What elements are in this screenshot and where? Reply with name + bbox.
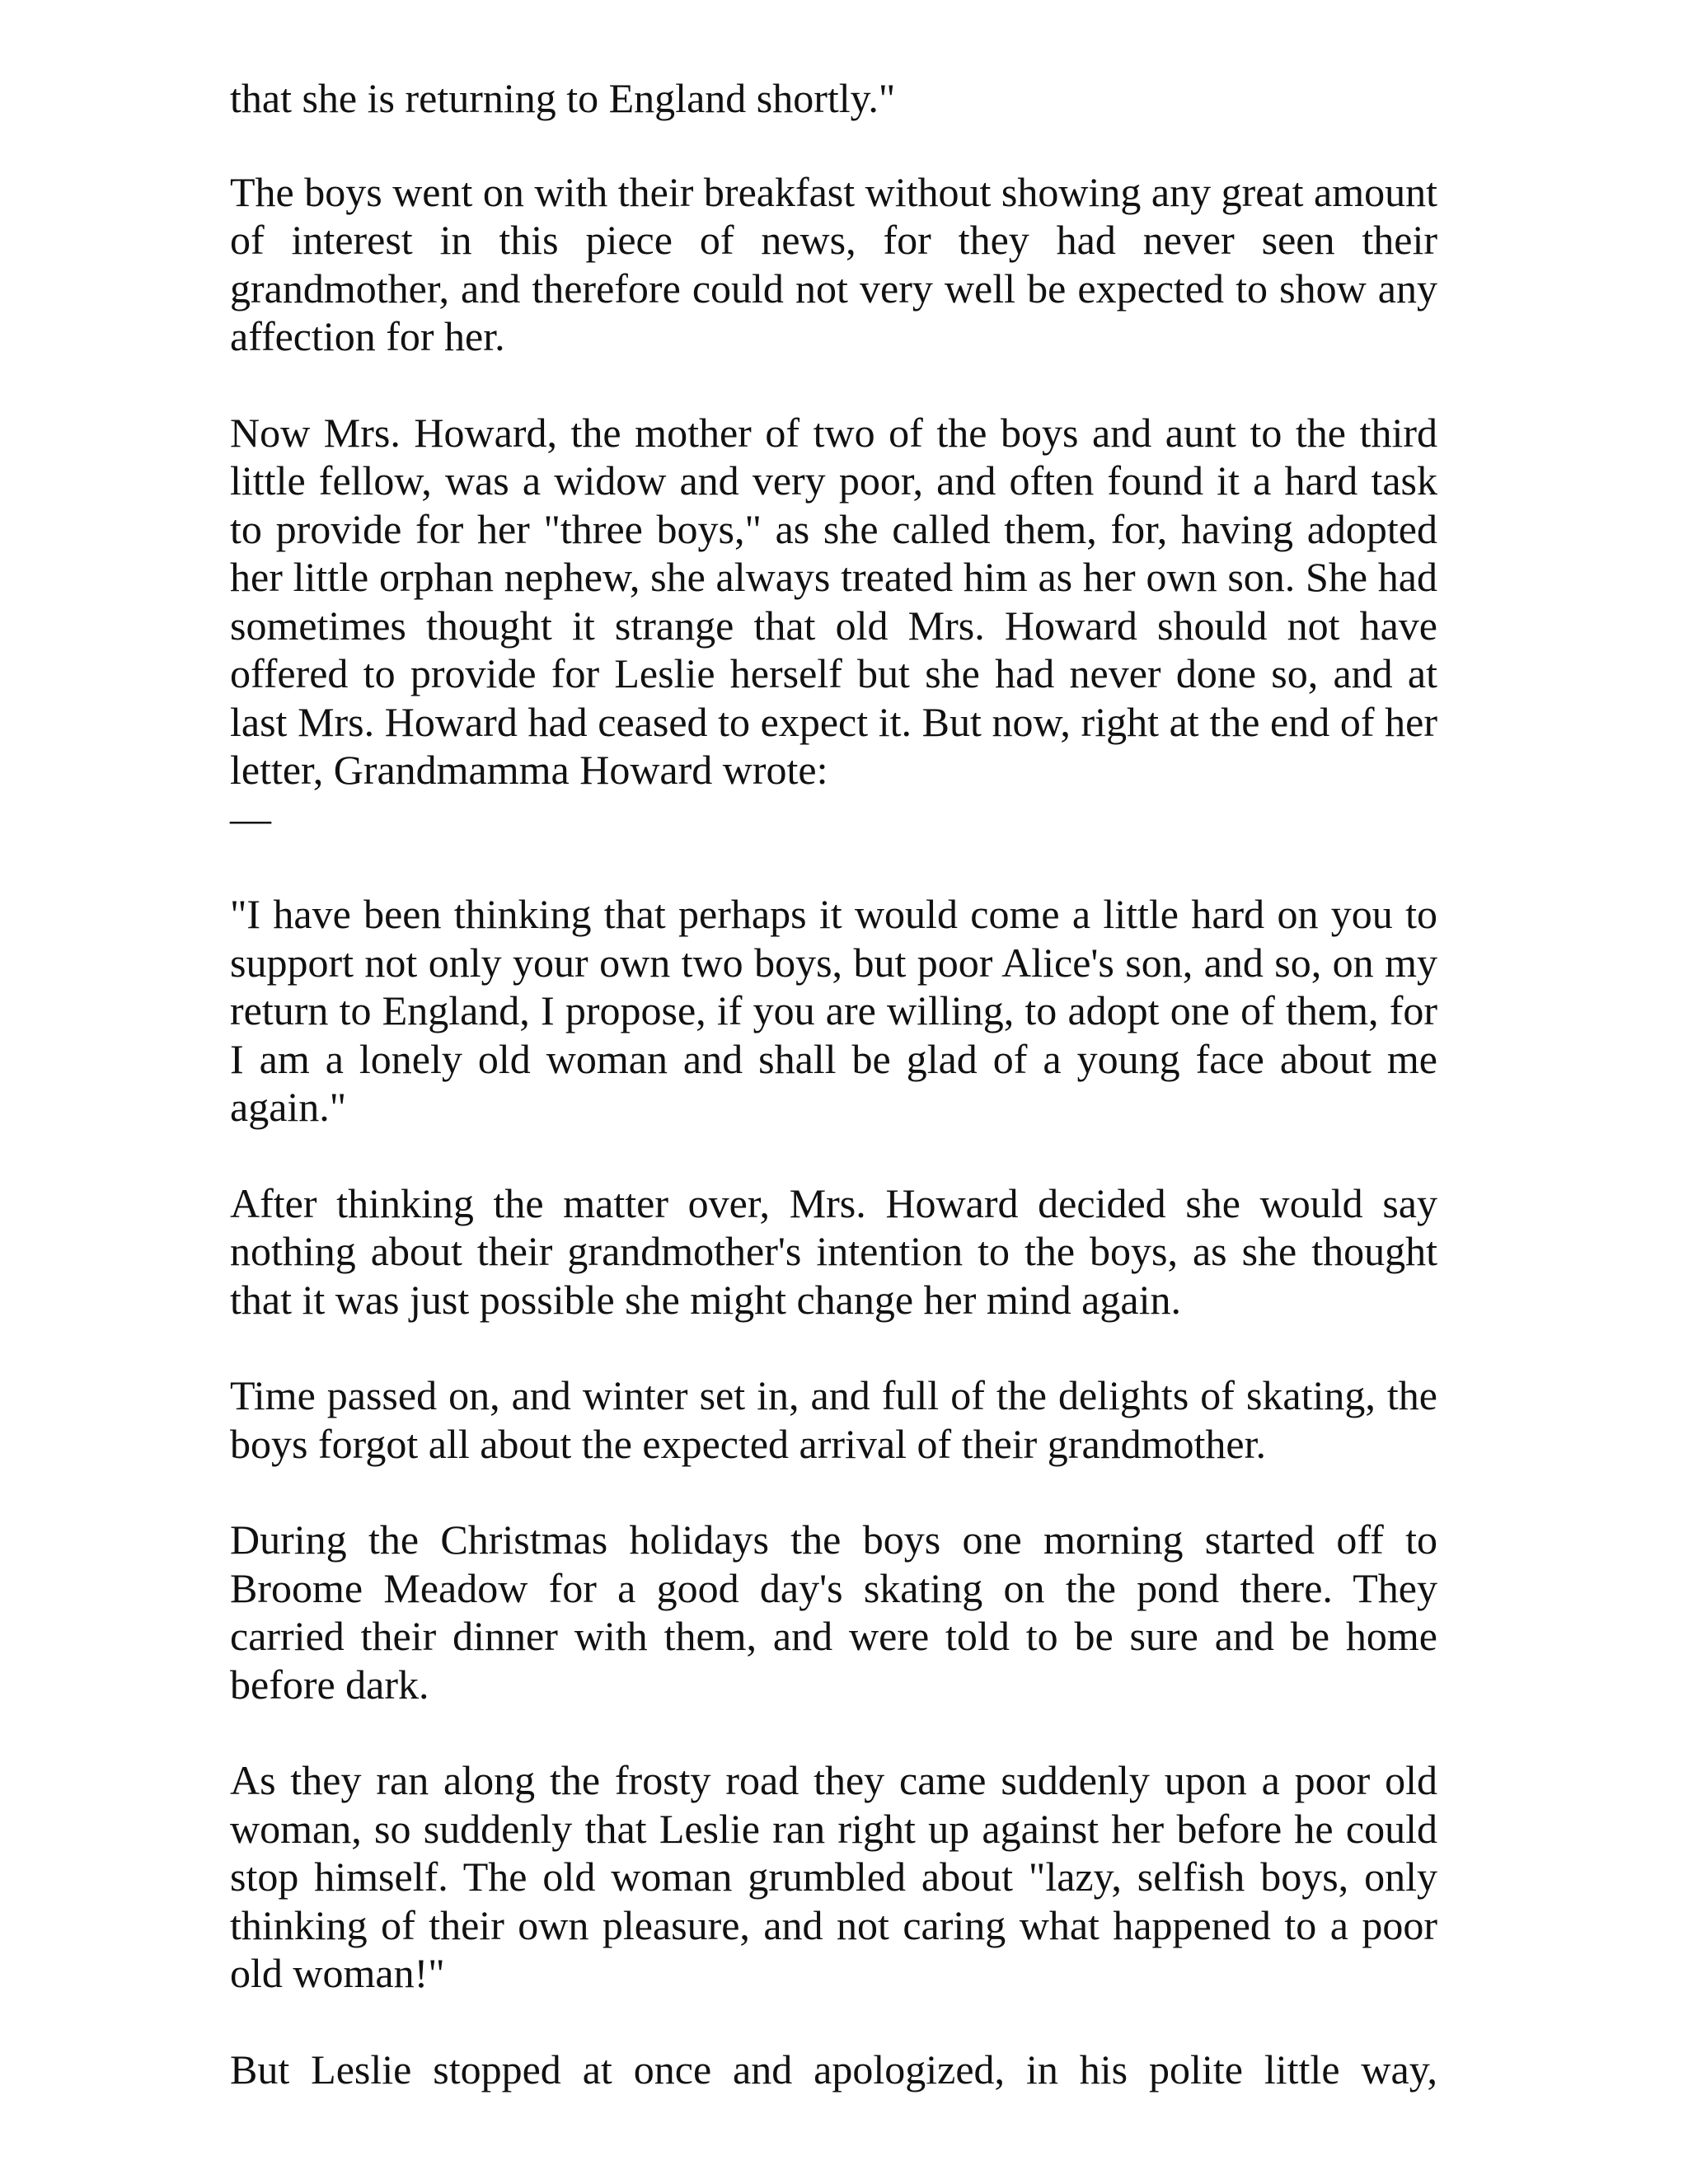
- paragraph-5: After thinking the matter over, Mrs. Howard decided she would say nothing about their grandmother's intention to the boys, as she thought that it was just possible she might change her mind again.: [230, 1179, 1437, 1323]
- paragraph-3-text: Now Mrs. Howard, the mother of two of the boys and aunt to the third little fellow, was a widow and very poor, and often found it a hard task to provide for her "three boys," as she called them, for, having adopted her little orphan nephew, she always treated him as her own son. She had sometimes thought it strange that old Mrs. Howard should not have offered to provide for Leslie herself but she had never done so, and at last Mrs. Howard had ceased to expect it. But now, right at the end of her letter, Grandmamma Howard wrote:: [230, 409, 1437, 793]
- paragraph-7: During the Christmas holidays the boys one morning started off to Broome Meadow for a good day's skating on the pond there. They carried their dinner with them, and were told to be sure and be home before dark.: [230, 1516, 1437, 1708]
- em-dash: —: [230, 794, 271, 841]
- paragraph-6: Time passed on, and winter set in, and full of the delights of skating, the boys forgot all about the expected arrival of their grandmother.: [230, 1372, 1437, 1467]
- paragraph-2: The boys went on with their breakfast without showing any great amount of interest in this piece of news, for they had never seen their grandmother, and therefore could not very well be expected to show any affection for her.: [230, 168, 1437, 359]
- paragraph-3: [230, 409, 1437, 843]
- book-page: [230, 74, 1437, 2093]
- paragraph-9: But Leslie stopped at once and apologized, in his polite little way,: [230, 2046, 1437, 2093]
- paragraph-1: that she is returning to England shortly.": [230, 75, 896, 121]
- paragraph-8: As they ran along the frosty road they came suddenly upon a poor old woman, so suddenly that Leslie ran right up against her before he could stop himself. The old woman grumbled about "lazy, selfish boys, only thinking of their own pleasure, and not caring what happened to a poor old woman!": [230, 1757, 1437, 1996]
- paragraph-4-letter-quote: "I have been thinking that perhaps it would come a little hard on you to support not only your own two boys, but poor Alice's son, and so, on my return to England, I propose, if you are willing, to adopt one of them, for I am a lonely old woman and shall be glad of a young face about me again.": [230, 891, 1437, 1130]
